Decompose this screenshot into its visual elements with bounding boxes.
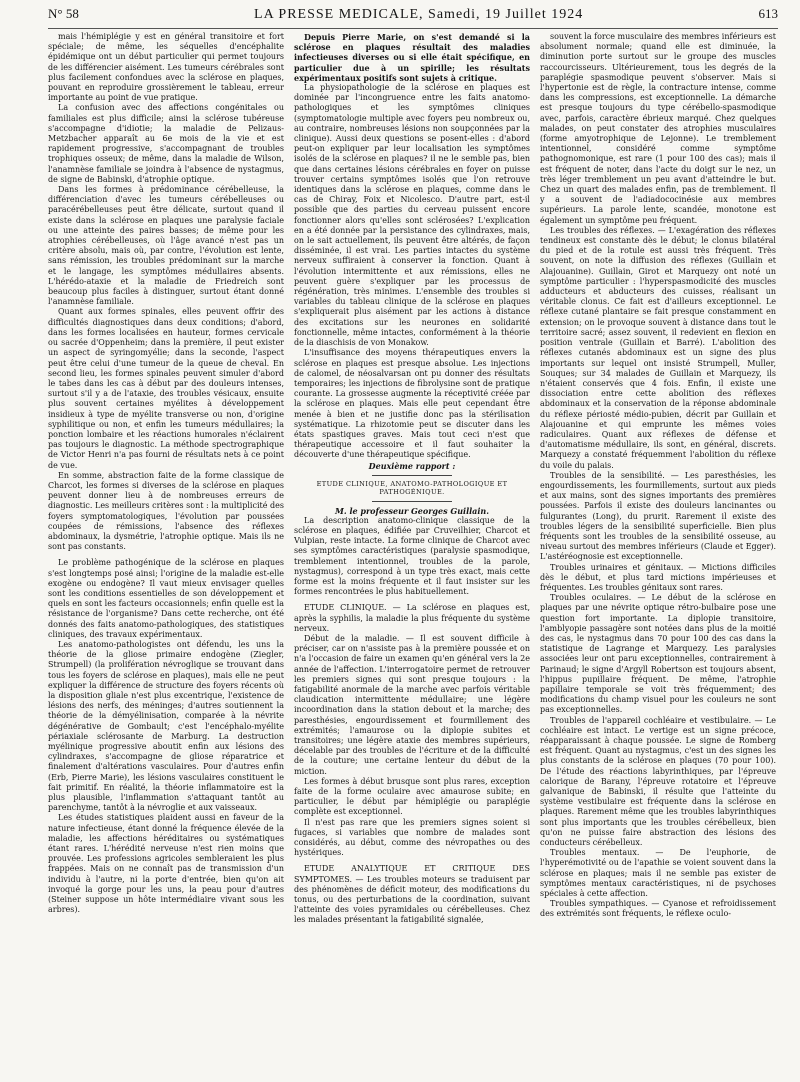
- paragraph: ETUDE ANALYTIQUE ET CRITIQUE DES SYMPTOMES. — Les troubles moteurs se traduisent par des phénomènes de déficit moteur, des modifications du tonus, ou des perturbations de la coordination, suivant l'atteinte des voies pyramidales ou cérébelleuses. Chez les malades présentant la fatigabilité signalée,: [294, 864, 530, 925]
- paragraph: En somme, abstraction faite de la forme classique de Charcot, les formes si diverses de la sclérose en plaques peuvent donner lieu à de nombreuses erreurs de diagnostic. Les meilleurs critères sont : la multiplicité des foyers symptomatologiques, l'évolution par poussées coupées de rémissions, l'absence des réflexes abdominaux, la dysmétrie, l'atrophie optique. Mais ils ne sont pas constants.: [48, 470, 284, 552]
- divider: [372, 501, 452, 502]
- journal-title: LA PRESSE MEDICALE, Samedi, 19 Juillet 1924: [254, 7, 584, 22]
- paragraph: Quant aux formes spinales, elles peuvent offrir des difficultés diagnostiques dans deux conditions; d'abord, dans les formes localisées en hauteur, formes cervicale ou sacrée d'Oppenheim; dans la première, il peut exister un aspect de syringomyélie; dans la seconde, l'aspect peut être celui d'une tumeur de la queue de cheval. En second lieu, les formes spinales peuvent simuler d'abord le tabes dans les cas à début par des douleurs intenses, surtout s'il y a de l'ataxie, des troubles vésicaux, ensuite plus souvent certaines myélites à développement insidieux à type de myélite transverse ou non, d'origine syphilitique ou non, et enfin les tumeurs médullaires; la ponction lombaire et les réactions humorales n'éclairent pas toujours le diagnostic. La méthode spectrographique de Victor Henri n'a pas fourni de résultats nets à ce point de vue.: [48, 307, 284, 470]
- paragraph: Le problème pathogénique de la sclérose en plaques s'est longtemps posé ainsi; l'origine de la maladie est-elle exogène ou endogène? Il vaut mieux envisager quelles sont les conditions essentielles de son développement et quels en sont les facteurs occasionnels; enfin quelle est la résistance de l'organisme? Dans cette recherche, ont été donnés des faits anatomo-pathologiques, des statistiques cliniques, des travaux expérimentaux.: [48, 558, 284, 639]
- paragraph: Les troubles des réflexes. — L'exagération des réflexes tendineux est constante dès le début; le clonus bilatéral du pied et de la rotule est aussi très fréquent. Très souvent, on note la diffusion des réflexes (Guillain et Alajouanine). Guillain, Girot et Marquezy ont noté un symptôme particulier : l'hyperspasmodicité des muscles adducteurs et abducteurs des cuisses, réalisant un véritable clonus. Ce fait est d'ailleurs exceptionnel. Le réflexe cutané plantaire se fait presque constamment en extension; on le provoque souvent à distance dans tout le territoire sacré; assez souvent, il redevient en flexion en position ventrale (Guillain et Barré). L'abolition des réflexes cutanés abdominaux est un signe des plus importants sur lequel ont insisté Strumpell, Muller, Souques; sur 34 malades de Guillain et Marquezy, ils n'étaient conservés que 4 fois. Enfin, il existe une dissociation entre cette abolition des réflexes abdominaux et la conservation de la réponse abdominale du réflexe périosté médio-pubien, décrit par Guillain et Alajouanine et qui emprunte les mêmes voies radiculaires. Quant aux réflexes de défense et d'automatisme médullaire, ils sont, en général, discrets. Marquezy a constaté fréquemment l'abolition du réflexe du voile du palais.: [540, 225, 776, 470]
- paragraph: La description anatomo-clinique classique de la sclérose en plaques, édifiée par Cruveilhier, Charcot et Vulpian, reste intacte. La forme clinique de Charcot avec ses symptômes caractéristiques (paralysie spasmodique, tremblement intentionnel, troubles de la parole, nystagmus), correspond à un type très exact, mais cette forme est la moins fréquente et il faut insister sur les formes rencontrées le plus habituellement.: [294, 515, 530, 597]
- paragraph: Troubles oculaires. — Le début de la sclérose en plaques par une névrite optique rétro-bulbaire pose une question fort importante. La diplopie transitoire, l'amblyopie passagère sont notées dans plus de la moitié des cas, le nystagmus dans 70 pour 100 des cas dans la statistique de Lagrange et Marquezy. Les paralysies associées leur ont paru exceptionnelles, contrairement à Parinaud; le signe d'Argyll Robertson est toujours absent, l'hippus pupillaire fréquent. De même, l'atrophie papillaire temporale se voit très fréquemment; des modifications du champ visuel pour les couleurs ne sont pas exceptionnelles.: [540, 593, 776, 715]
- paragraph: Les anatomo-pathologistes ont défendu, les uns la théorie de la gliose primaire endogène (Ziegler, Strumpell) (la prolifération névroglique se trouvant dans tous les foyers de sclérose en plaques), mais elle ne peut expliquer la différence de structure des foyers récents où la disposition gliale n'est plus excentrique, l'existence de lésions des nerfs, des méninges; d'autres soutiennent la théorie de la démyélinisation, comparée à la névrite dégénérative de Gombault; c'est l'encéphalo-myélite périaxiale sclérosante de Marburg. La destruction myélinique progressive aboutit enfin aux lésions des cylindraxes, s'accompagne de gliose réparatrice et finalement d'altérations vasculaires. Pour d'autres enfin (Erb, Pierre Marie), les lésions vasculaires constituent le fait primitif. En réalité, la théorie inflammatoire est la plus plausible, l'inflammation s'attaquant tantôt au parenchyme, tantôt à la névroglie et aux vaisseaux.: [48, 639, 284, 813]
- paragraph: Début de la maladie. — Il est souvent difficile à préciser, car on n'assiste pas à la première poussée et on n'a l'occasion de faire un examen qu'en général vers la 2e année de l'affection. L'interrogatoire permet de retrouver les premiers signes qui sont presque toujours : la fatigabilité anormale de la marche avec parfois véritable claudication intermittente médullaire; une légère incoordination dans la station debout et la marche; des paresthésies, engourdissement et fourmillement des extrémités; l'amaurose ou la diplopie subites et transitoires; une légère ataxie des membres supérieurs, décelable par des troubles de l'écriture et de la difficulté de la couture; une certaine lenteur du début de la miction.: [294, 633, 530, 776]
- issue-number: N° 58: [48, 6, 79, 21]
- paragraph: ETUDE CLINIQUE. — La sclérose en plaques est, après la syphilis, la maladie la plus fréquente du système nerveux.: [294, 603, 530, 633]
- author-line: M. le professeur Georges Guillain.: [335, 505, 489, 516]
- text-columns: [48, 32, 778, 1082]
- column-3: [540, 32, 776, 1082]
- divider: [372, 475, 452, 476]
- paragraph: Troubles mentaux. — De l'euphorie, de l'hyperémotivité ou de l'apathie se voient souvent dans la sclérose en plaques; mais il ne semble pas exister de symptômes mentaux caractéristiques, ni de psychoses spéciales à cette affection.: [540, 848, 776, 899]
- column-2: [294, 32, 530, 1082]
- paragraph: La confusion avec des affections congénitales ou familiales est plus difficile; ainsi la sclérose tubéreuse s'accompagne d'idiotie; la maladie de Pelizaus-Metzbacher apparaît au 6e mois de la vie et est rapidement progressive, s'accompagnant de troubles trophiques osseux; de même, dans la maladie de Wilson, l'anamnèse familiale se joindra à l'absence de nystagmus, de signe de Babinski, d'atrophie optique.: [48, 103, 284, 184]
- section-heading: Deuxième rapport :: [368, 460, 456, 471]
- paragraph: Troubles de la sensibilité. — Les paresthésies, les engourdissements, les fourmillements, surtout aux pieds et aux mains, sont des signes importants des premières poussées. Parfois il existe des douleurs lancinantes ou fulgurantes (Long), du prurit. Rarement il existe des troubles légers de la sensibilité superficielle. Bien plus fréquents sont les troubles de la sensibilité osseuse, au niveau surtout des membres inférieurs (Claude et Egger). L'astéréognosie est exceptionnelle.: [540, 470, 776, 562]
- page-number: 613: [758, 6, 778, 21]
- running-header: [48, 6, 778, 29]
- paragraph: La physiopathologie de la sclérose en plaques est dominée par l'incongruence entre les faits anatomo-pathologiques et les symptômes cliniques (symptomatologie multiple avec foyers peu nombreux ou, au contraire, nombreuses lésions non soupçonnées par la clinique). Aussi deux questions se posent-elles : d'abord peut-on expliquer par leur localisation les symptômes isolés de la sclérose en plaques? il ne le semble pas, bien que dans certaines lésions cérébrales en foyer on puisse trouver certains symptômes isolés que l'on retrouve identiques dans la sclérose en plaques, comme dans le cas de Chiray, Foix et Nicolesco. D'autre part, est-il possible que des parties du cerveau puissent encore fonctionner alors qu'elles sont sclérosées? L'explication en a été donnée par la persistance des cylindraxes, mais, on le sait actuellement, ils peuvent être altérés, de façon disséminée, il est vrai. Les parties intactes du système nerveux suffiraient à conserver la fonction. Quant à l'évolution intermittente et aux rémissions, elles ne peuvent guère s'expliquer par les processus de régénération, très minimes. L'ensemble des troubles si variables du tableau clinique de la sclérose en plaques s'expliquerait plus aisément par les actions à distance des excitations sur les neurones en solidarité fonctionnelle, même intactes, conformément à la théorie de la diaschisis de von Monakow.: [294, 83, 530, 348]
- paragraph: L'insuffisance des moyens thérapeutiques envers la sclérose en plaques est presque absolue. Les injections de calomel, de néosalvarsan ont pu donner des résultats temporaires; les injections de fibrolysine sont de pratique courante. La grossesse augmente la réceptivité créée par la sclérose en plaques. Mais elle peut cependant être menée à bien et ne justifie donc pas la stérilisation systématique. La rhizotomie peut se discuter dans les états spastiques graves. Mais tout ceci n'est que thérapeutique accessoire et il faut souhaiter la découverte d'une thérapeutique spécifique.: [294, 348, 530, 460]
- section-subtitle: ETUDE CLINIQUE, ANATOMO-PATHOLOGIQUE ET PATHOGÉNIQUE.: [316, 479, 508, 497]
- paragraph: Dans les formes à prédominance cérébelleuse, la différenciation d'avec les tumeurs cérébelleuses ou paracérébelleuses peut être délicate, surtout quand il existe dans la sclérose en plaques une paralysie faciale ou une atteinte des paires basses; de même pour les atrophies cérébelleuses, où l'âge avancé n'est pas un critère absolu, mais où, par contre, l'évolution est lente, sans rémission, les troubles prédominant sur la marche et le langage, les symptômes médullaires absents. L'hérédo-ataxie et la maladie de Friedreich sont beaucoup plus faciles à distinguer, surtout étant donné l'anamnèse familiale.: [48, 185, 284, 307]
- paragraph: Troubles sympathiques. — Cyanose et refroidissement des extrémités sont fréquents, le réflexe oculo-: [540, 899, 776, 919]
- paragraph: mais l'hémiplégie y est en général transitoire et fort spéciale; de même, les séquelles d'encéphalite épidémique ont un début particulier qui permet toujours de les différencier aisément. Les tumeurs cérébrales sont plus facilement confondues avec la sclérose en plaques, pouvant en reproduire grossièrement le tableau, erreur importante au point de vue pratique.: [48, 32, 284, 103]
- paragraph: Les études statistiques plaident aussi en faveur de la nature infectieuse, étant donné la fréquence élevée de la maladie, les affections héréditaires ou systématiques étant rares. L'hérédité nerveuse n'est rien moins que prouvée. Les professions agricoles sembleraient les plus frappées. Mais on ne connaît pas de transmission d'un individu à l'autre, ni la porte d'entrée, bien qu'on ait invoqué la gorge pour les uns, la peau pour d'autres (Steiner suppose un hôte intermédiaire vivant sous les arbres).: [48, 813, 284, 915]
- paragraph: souvent la force musculaire des membres inférieurs est absolument normale; quand elle est diminuée, la diminution porte surtout sur le groupe des muscles raccourcisseurs. Ultérieurement, tous les degrés de la paraplégie spasmodique peuvent s'observer. Mais si l'hypertonie est de règle, la contracture intense, comme dans les compressions, est exceptionnelle. La démarche est presque toujours du type cérébello-spasmodique avec, parfois, caractère ébrieux marqué. Chez quelques malades, on peut constater des atrophies musculaires (forme amyotrophique de Lejonne). Le tremblement intentionnel, considéré comme symptôme pathognomonique, est rare (1 pour 100 des cas); mais il est fréquent de noter, dans l'acte du doigt sur le nez, un très léger tremblement un peu avant d'atteindre le but. Chez un quart des malades enfin, pas de tremblement. Il y a souvent de l'adiadococinésie aux membres supérieurs. La parole lente, scandée, monotone est également un symptôme peu fréquent.: [540, 32, 776, 225]
- paragraph: Troubles de l'appareil cochléaire et vestibulaire. — Le cochléaire est intact. Le vertige est un signe précoce, réapparaissant à chaque poussée. Le signe de Romberg est fréquent. Quant au nystagmus, c'est un des signes les plus constants de la sclérose en plaques (70 pour 100). De l'étude des réactions labyrinthiques, par l'épreuve calorique de Barany, l'épreuve rotatoire et l'épreuve galvanique de Babinski, il résulte que l'atteinte du système vestibulaire est fréquente dans la sclérose en plaques. Rarement même que les troubles labyrinthiques sont plus importants que les troubles cérébelleux, bien qu'on ne puisse faire abstraction des lésions des conducteurs cérébelleux.: [540, 715, 776, 848]
- column-1: [48, 32, 284, 1082]
- paragraph: Les formes à début brusque sont plus rares, exception faite de la forme oculaire avec amaurose subite; en particulier, le début par hémiplégie ou paraplégie complète est exceptionnel.: [294, 776, 530, 817]
- paragraph: Depuis Pierre Marie, on s'est demandé si la sclérose en plaques résultait des maladies infectieuses diverses ou si elle était spécifique, en particulier due à un spirille; les résultats expérimentaux positifs sont sujets à critique.: [294, 32, 530, 83]
- paragraph: Troubles urinaires et génitaux. — Mictions difficiles dès le début, et plus tard mictions impérieuses et fréquentes. Les troubles génitaux sont rares.: [540, 562, 776, 592]
- paragraph: Il n'est pas rare que les premiers signes soient si fugaces, si variables que nombre de malades sont considérés, au début, comme des névropathes ou des hystériques.: [294, 817, 530, 858]
